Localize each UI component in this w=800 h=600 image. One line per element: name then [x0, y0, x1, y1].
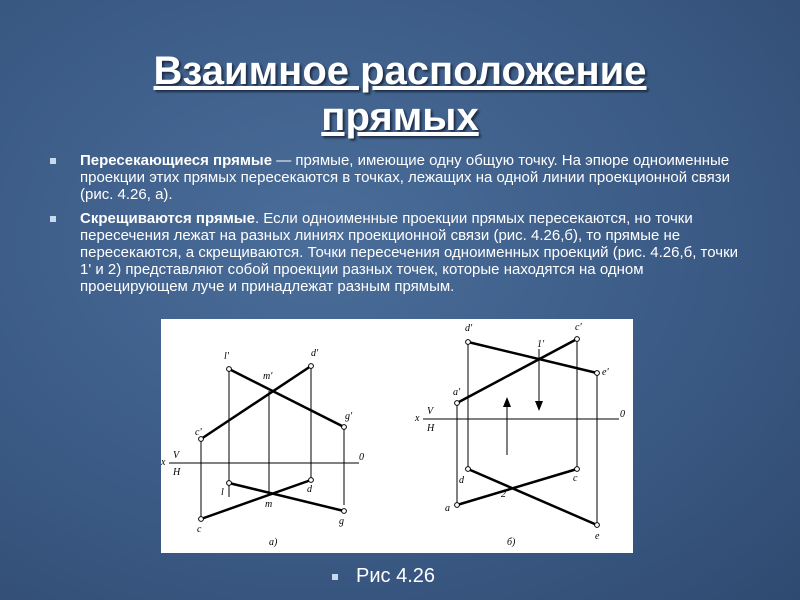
- label-H: H: [173, 467, 181, 478]
- label-c-upper: c': [195, 427, 202, 438]
- label-d-lower: d: [307, 484, 312, 495]
- label-d-upper: d': [311, 348, 319, 359]
- label-x-b: x: [415, 413, 420, 424]
- label-c-lower: c: [197, 524, 202, 535]
- bullet-skew-lines: [50, 210, 750, 295]
- label-c-lower-b: c: [573, 473, 578, 484]
- bullet-term: Пересекающиеся прямые: [80, 152, 273, 169]
- label-l-upper: l': [224, 351, 229, 362]
- title-line-2: прямых: [321, 95, 479, 139]
- label-c-upper-b: c': [575, 322, 582, 333]
- label-m-upper: m': [263, 371, 273, 382]
- label-V: V: [173, 450, 180, 461]
- label-g-lower: g: [339, 516, 344, 527]
- label-H-b: H: [427, 423, 435, 434]
- label-e-upper: e': [602, 367, 609, 378]
- label-zero-b: 0: [620, 409, 625, 420]
- label-d-lower-b: d: [459, 475, 464, 486]
- figure-caption: [332, 564, 435, 588]
- caption-text: Рис 4.26: [356, 565, 435, 587]
- slide-title: [0, 48, 800, 140]
- drawing-a: [169, 364, 359, 522]
- label-d-upper-b: d': [465, 323, 473, 334]
- drawing-a-labels: [161, 348, 364, 548]
- bullet-text: — прямые, имеющие одну общую точку. На эпюре одноименные проекции этих прямых пересекаются в точках, лежащих на одной линии проекционной связи (рис. 4.26, а).: [80, 152, 730, 203]
- label-subfig-b: б): [507, 537, 516, 548]
- bullet-square-icon: [332, 574, 338, 580]
- label-e-lower: e: [595, 531, 600, 542]
- label-m-lower: m: [265, 499, 273, 510]
- figure-4-26: [161, 319, 633, 553]
- label-zero: 0: [359, 452, 364, 463]
- label-l-lower: l: [221, 487, 224, 498]
- label-g-upper: g': [345, 411, 353, 422]
- bullet-term: Скрещиваются прямые: [80, 210, 255, 227]
- label-subfig-a: а): [269, 537, 278, 548]
- bullet-list: [50, 152, 750, 302]
- label-a-lower: a: [445, 503, 450, 514]
- bullet-square-icon: [50, 158, 56, 164]
- title-line-1: Взаимное расположение: [153, 49, 647, 93]
- bullet-intersecting-lines: [50, 152, 750, 203]
- projection-drawing: [161, 319, 633, 553]
- label-2: 2: [501, 489, 506, 500]
- label-x: x: [161, 457, 166, 468]
- label-1-upper: 1': [537, 339, 545, 350]
- bullet-text: . Если одноименные проекции прямых пересекаются, но точки пересечения лежат на разных линиях проекционной связи (рис. 4.26,б), то прямые не пересекаются, а скрещиваются. Точки пересечения одноименных проекций (рис. 4.26,б, точки 1' и 2) представляют собой проекции разных точек, которые находятся на одном проецирующем луче и принадлежат разным прямым.: [80, 210, 739, 295]
- label-V-b: V: [427, 406, 434, 417]
- drawing-b: [423, 337, 619, 528]
- label-a-upper: a': [453, 387, 461, 398]
- drawing-b-labels: [414, 322, 625, 548]
- bullet-square-icon: [50, 216, 56, 222]
